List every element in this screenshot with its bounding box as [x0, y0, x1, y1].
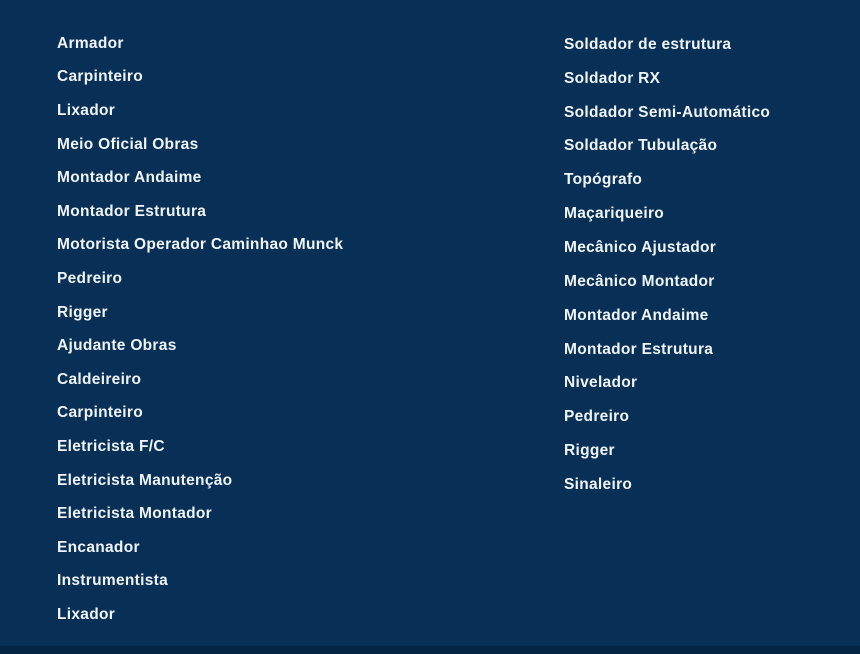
- job-role-item: [564, 468, 770, 502]
- job-role-label: Encanador: [57, 538, 140, 556]
- job-role-label: Montador Estrutura: [57, 202, 207, 220]
- job-role-item: [564, 434, 770, 468]
- job-role-item: [57, 229, 343, 263]
- job-role-item: [57, 128, 343, 162]
- job-role-item: [57, 61, 343, 95]
- job-role-label: Soldador de estrutura: [564, 35, 732, 53]
- job-role-item: [57, 531, 343, 565]
- job-role-label: Mecânico Montador: [564, 272, 715, 290]
- job-role-label: Montador Andaime: [564, 306, 709, 324]
- job-role-item: [57, 262, 343, 296]
- job-role-label: Pedreiro: [564, 408, 630, 426]
- job-role-label: Rigger: [57, 303, 108, 321]
- job-role-label: Instrumentista: [57, 572, 168, 590]
- job-role-item: [57, 565, 343, 599]
- job-role-label: Nivelador: [564, 374, 638, 392]
- job-role-item: [57, 27, 343, 61]
- job-role-item: [57, 497, 343, 531]
- job-role-item: [57, 430, 343, 464]
- job-role-item: [57, 161, 343, 195]
- job-role-label: Lixador: [57, 605, 116, 623]
- job-role-item: [564, 366, 770, 400]
- job-role-item: [57, 329, 343, 363]
- job-roles-column-right: [564, 28, 770, 502]
- job-role-label: Carpinteiro: [57, 404, 143, 422]
- job-role-label: Soldador Tubulação: [564, 137, 718, 155]
- job-role-label: Caldeireiro: [57, 370, 142, 388]
- job-role-item: [564, 96, 770, 130]
- job-role-item: [57, 296, 343, 330]
- job-role-label: Sinaleiro: [564, 475, 633, 493]
- job-role-label: Eletricista Montador: [57, 505, 212, 523]
- job-role-item: [57, 363, 343, 397]
- job-role-item: [564, 333, 770, 367]
- job-roles-column-left: [57, 27, 343, 632]
- job-role-label: Montador Andaime: [57, 169, 202, 187]
- job-role-item: [57, 464, 343, 498]
- job-role-item: [564, 265, 770, 299]
- job-role-item: [564, 400, 770, 434]
- job-role-item: [564, 62, 770, 96]
- job-role-label: Meio Oficial Obras: [57, 135, 199, 153]
- job-role-label: Topógrafo: [564, 171, 643, 189]
- job-role-item: [57, 195, 343, 229]
- job-role-item: [564, 130, 770, 164]
- job-role-label: Armador: [57, 34, 124, 52]
- job-role-item: [564, 197, 770, 231]
- job-role-label: Eletricista Manutenção: [57, 471, 233, 489]
- job-role-label: Soldador Semi-Automático: [564, 103, 771, 121]
- job-role-label: Mecânico Ajustador: [564, 238, 717, 256]
- job-role-label: Carpinteiro: [57, 68, 143, 86]
- job-role-label: Lixador: [57, 101, 116, 119]
- job-role-item: [564, 299, 770, 333]
- job-role-label: Eletricista F/C: [57, 437, 165, 455]
- job-role-item: [57, 397, 343, 431]
- job-role-label: Soldador RX: [564, 69, 661, 87]
- job-role-item: [564, 28, 770, 62]
- job-role-item: [564, 163, 770, 197]
- job-role-label: Pedreiro: [57, 269, 123, 287]
- footer-strip: [0, 646, 860, 654]
- job-role-item: [57, 94, 343, 128]
- job-role-label: Ajudante Obras: [57, 337, 177, 355]
- job-role-label: Montador Estrutura: [564, 340, 714, 358]
- job-role-item: [57, 598, 343, 632]
- job-role-item: [564, 231, 770, 265]
- job-role-label: Motorista Operador Caminhao Munck: [57, 236, 344, 254]
- job-role-label: Maçariqueiro: [564, 205, 665, 223]
- job-role-label: Rigger: [564, 442, 615, 460]
